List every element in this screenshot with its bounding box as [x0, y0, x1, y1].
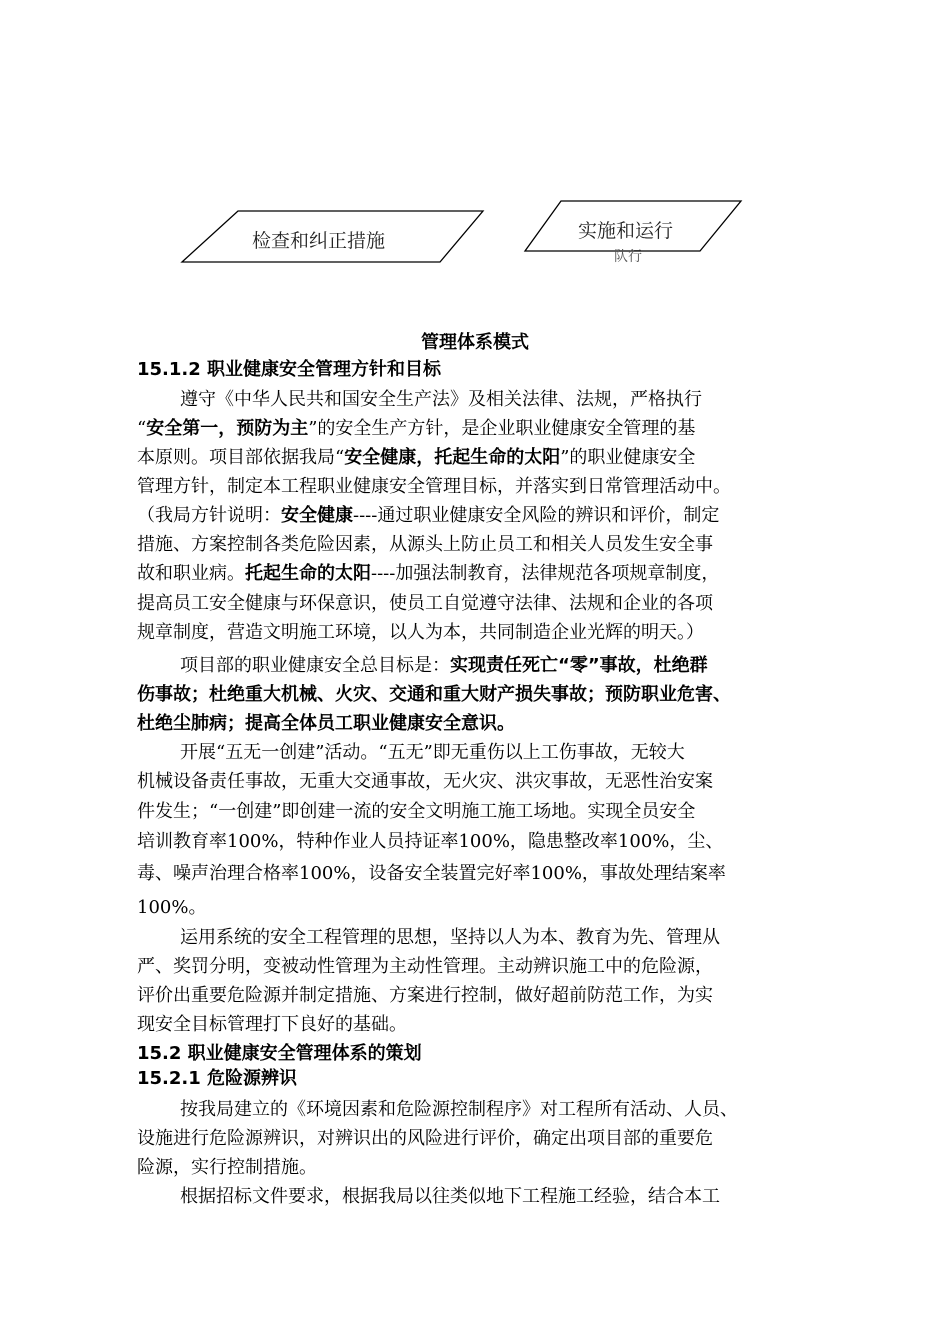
para1-line: “安全第一，预防为主”的安全生产方针，是企业职业健康安全管理的基: [137, 418, 696, 439]
para2-line: 项目部的职业健康安全总目标是：实现责任死亡“零”事故，杜绝群: [180, 655, 708, 676]
para2-line: 杜绝尘肺病；提高全体员工职业健康安全意识。: [137, 713, 515, 734]
para4-line: 评价出重要危险源并制定措施、方案进行控制，做好超前防范工作，为实: [137, 985, 713, 1006]
implement-operate-label: 实施和运行: [578, 220, 674, 242]
para3-line: 毒、噪声治理合格率100%，设备安全装置完好率100%，事故处理结案率: [137, 863, 726, 884]
implement-operate-overflow-label: 队行: [614, 249, 642, 265]
para3-line: 100%。: [137, 897, 207, 918]
para1-line: 本原则。项目部依据我局“安全健康，托起生命的太阳”的职业健康安全: [137, 447, 696, 468]
management-system-diagram: [0, 0, 950, 300]
para4-line: 现安全目标管理打下良好的基础。: [137, 1014, 407, 1035]
para1-line: 故和职业病。托起生命的太阳----加强法制教育，法律规范各项规章制度，: [137, 563, 720, 584]
para1-line: 遵守《中华人民共和国安全生产法》及相关法律、法规，严格执行: [180, 389, 702, 410]
para4-line: 严、奖罚分明，变被动性管理为主动性管理。主动辨识施工中的危险源，: [137, 956, 713, 977]
para5-line: 按我局建立的《环境因素和危险源控制程序》对工程所有活动、人员、: [180, 1099, 738, 1120]
para2-line: 伤事故；杜绝重大机械、火灾、交通和重大财产损失事故；预防职业危害、: [137, 684, 731, 705]
para3-line: 开展“五无一创建”活动。“五无”即无重伤以上工伤事故，无较大: [180, 742, 685, 763]
para3-line: 培训教育率100%，特种作业人员持证率100%，隐患整改率100%，尘、: [137, 831, 724, 852]
para1-line: 管理方针，制定本工程职业健康安全管理目标，并落实到日常管理活动中。: [137, 476, 731, 497]
heading-15-2: 15.2 职业健康安全管理体系的策划: [137, 1043, 422, 1064]
para4-line: 运用系统的安全工程管理的思想，坚持以人为本、教育为先、管理从: [180, 927, 720, 948]
para1-line: 规章制度，营造文明施工环境，以人为本，共同制造企业光辉的明天。）: [137, 622, 704, 643]
para1-line: 提高员工安全健康与环保意识，使员工自觉遵守法律、法规和企业的各项: [137, 593, 713, 614]
check-correct-label: 检查和纠正措施: [252, 230, 386, 252]
para5-line: 设施进行危险源辨识，对辨识出的风险进行评价，确定出项目部的重要危: [137, 1128, 713, 1149]
diagram-caption: 管理体系模式: [421, 332, 529, 353]
para6-line: 根据招标文件要求，根据我局以往类似地下工程施工经验，结合本工: [180, 1186, 720, 1207]
para5-line: 险源，实行控制措施。: [137, 1157, 317, 1178]
heading-15-2-1: 15.2.1 危险源辨识: [137, 1068, 298, 1089]
para1-line: 措施、方案控制各类危险因素，从源头上防止员工和相关人员发生安全事: [137, 534, 713, 555]
para3-line: 件发生；“一创建”即创建一流的安全文明施工施工场地。实现全员安全: [137, 801, 696, 822]
para1-line: （我局方针说明：安全健康----通过职业健康安全风险的辨识和评价，制定: [137, 505, 720, 526]
heading-15-1-2: 15.1.2 职业健康安全管理方针和目标: [137, 359, 442, 380]
para3-line: 机械设备责任事故，无重大交通事故，无火灾、洪灾事故，无恶性治安案: [137, 771, 713, 792]
